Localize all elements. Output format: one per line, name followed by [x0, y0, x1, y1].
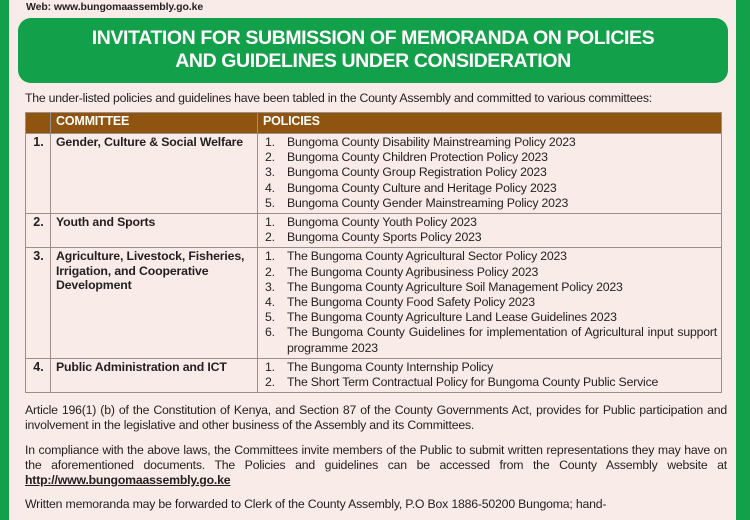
table-header	[26, 113, 722, 134]
policy-index: 5.	[265, 195, 275, 210]
row-number: 3.	[26, 248, 51, 358]
policy-index: 3.	[265, 165, 275, 180]
policy-index: 1.	[265, 135, 275, 149]
policy-index: 1.	[265, 249, 275, 264]
list-item	[263, 360, 717, 375]
right-green-edge-strip	[736, 0, 750, 520]
footer-paragraph-compliance	[18, 443, 728, 489]
assembly-website-link[interactable]: http://www.bungomaassembly.go.ke	[25, 473, 231, 488]
policy-text: Bungoma County Children Protection Policy 2023	[287, 150, 548, 165]
policies-cell	[258, 248, 722, 358]
footer-paragraph-article: Article 196(1) (b) of the Constitution of Kenya, and Section 87 of the County Governments Act, provides for Public participation and involvement in the legislative and other business of the Assembly and its Committees.	[25, 403, 727, 433]
policies-table	[25, 112, 722, 393]
policy-index: 5.	[265, 310, 275, 325]
policy-text: The Bungoma County Guidelines for implementation of Agricultural input support programme 2023	[287, 325, 717, 355]
policy-list	[263, 135, 717, 211]
policy-text: The Bungoma County Agricultural Sector Policy 2023	[287, 249, 567, 264]
policy-text: The Bungoma County Agriculture Land Lease Guidelines 2023	[287, 310, 617, 325]
list-item	[263, 280, 717, 295]
policy-index: 1.	[265, 359, 275, 374]
list-item	[263, 135, 717, 150]
policy-index: 1.	[265, 215, 275, 230]
compliance-text: In compliance with the above laws, the Committees invite members of the Public to submit written representations they may have on the aforementioned documents. The Policies and guidelines can be accessed from the County Assembly website at	[25, 442, 727, 472]
list-item	[263, 325, 717, 355]
footer-paragraph-memoranda: Written memoranda may be forwarded to Clerk of the County Assembly, P.O Box 1886-50200 Bungoma; hand-	[25, 497, 607, 512]
banner-title-line-2: AND GUIDELINES UNDER CONSIDERATION	[175, 50, 571, 72]
policies-cell	[258, 214, 722, 248]
list-item	[263, 150, 717, 165]
policy-text: The Bungoma County Food Safety Policy 2023	[287, 295, 535, 310]
list-item	[263, 310, 717, 325]
list-item	[263, 375, 717, 390]
table-body	[26, 134, 722, 393]
policy-text: Bungoma County Youth Policy 2023	[287, 215, 477, 230]
committee-name: Gender, Culture & Social Welfare	[51, 134, 258, 214]
column-header-policies: POLICIES	[258, 113, 722, 134]
list-item	[263, 249, 717, 264]
intro-paragraph: The under-listed policies and guidelines have been tabled in the County Assembly and committed to various committees:	[25, 91, 652, 105]
table-row	[26, 134, 722, 214]
policy-index: 4.	[265, 180, 275, 195]
committee-name: Youth and Sports	[51, 214, 258, 248]
policy-index: 3.	[265, 279, 275, 294]
column-header-committee: COMMITTEE	[51, 113, 258, 134]
policy-text: Bungoma County Sports Policy 2023	[287, 230, 482, 245]
policy-list	[263, 249, 717, 355]
policy-index: 2.	[265, 230, 275, 245]
table-header-row	[26, 113, 722, 134]
list-item	[263, 196, 717, 211]
policy-text: The Short Term Contractual Policy for Bungoma County Public Service	[287, 375, 659, 390]
row-number: 4.	[26, 358, 51, 392]
policies-cell	[258, 134, 722, 214]
list-item	[263, 165, 717, 180]
policy-index: 2.	[265, 264, 275, 279]
policy-text: Bungoma County Group Registration Policy 2023	[287, 165, 547, 180]
policy-index: 2.	[265, 375, 275, 390]
policy-text: Bungoma County Gender Mainstreaming Policy 2023	[287, 195, 569, 210]
row-number: 2.	[26, 214, 51, 248]
page-content	[18, 0, 728, 511]
committee-name: Agriculture, Livestock, Fisheries, Irrigation, and Cooperative Development	[51, 248, 258, 358]
left-green-edge-strip	[0, 0, 9, 520]
website-url-header: Web: www.bungomaassembly.go.ke	[26, 1, 204, 13]
list-item	[263, 181, 717, 196]
policy-list	[263, 215, 717, 245]
policy-text: Bungoma County Culture and Heritage Policy 2023	[287, 180, 557, 195]
title-banner	[18, 18, 728, 83]
policy-text: The Bungoma County Agribusiness Policy 2023	[287, 264, 539, 279]
table-row	[26, 248, 722, 358]
policies-cell	[258, 358, 722, 392]
policy-index: 6.	[265, 325, 275, 340]
policy-list	[263, 360, 717, 390]
table-row	[26, 214, 722, 248]
list-item	[263, 230, 717, 245]
policy-index: 2.	[265, 150, 275, 165]
list-item	[263, 295, 717, 310]
policy-text: The Bungoma County Agriculture Soil Management Policy 2023	[287, 279, 623, 294]
column-header-number	[26, 113, 51, 134]
policy-index: 4.	[265, 295, 275, 310]
committee-name: Public Administration and ICT	[51, 358, 258, 392]
policy-text: The Bungoma County Internship Policy	[287, 359, 494, 374]
banner-title-line-1: INVITATION FOR SUBMISSION OF MEMORANDA ON POLICIES	[91, 27, 655, 49]
list-item	[263, 215, 717, 230]
row-number: 1.	[26, 134, 51, 214]
policy-text: Bungoma County Disability Mainstreaming Policy 2023	[287, 135, 576, 149]
table-row	[26, 358, 722, 392]
list-item	[263, 265, 717, 280]
